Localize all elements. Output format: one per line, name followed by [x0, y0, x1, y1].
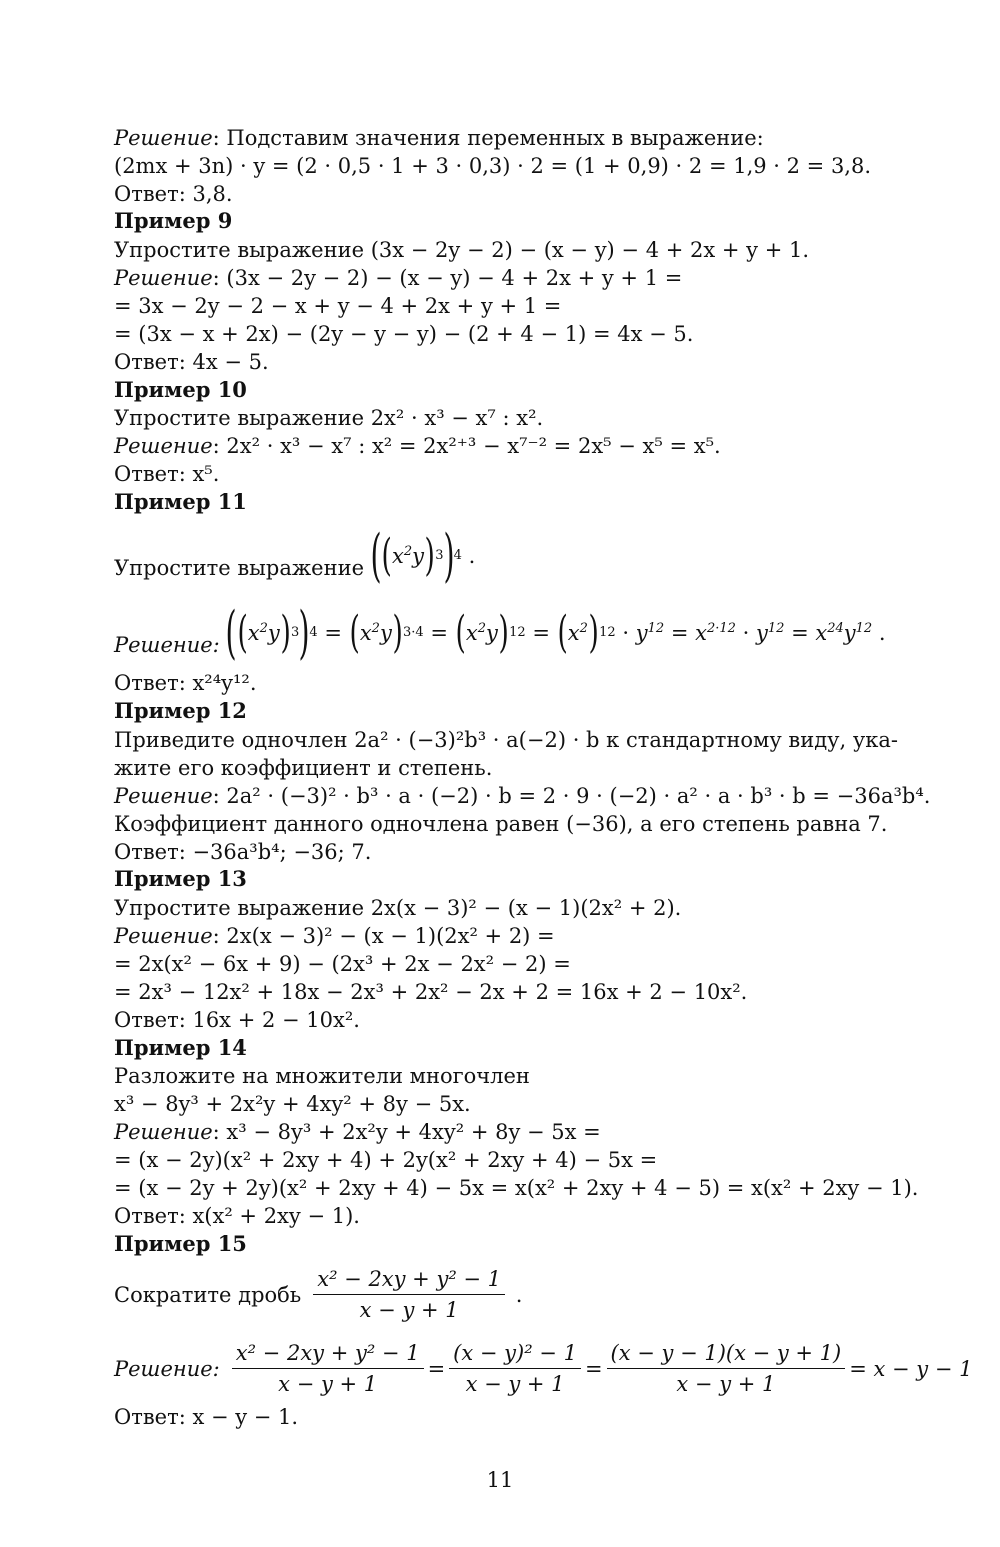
solution-label: Решение	[114, 924, 213, 948]
example-12-solution	[114, 782, 930, 810]
example-10-solution	[114, 432, 721, 460]
example-15-task: Сократите дробь $\frac{\text{x² − 2xy + y² − 1}}{x - y + 1}$ .	[114, 1267, 523, 1322]
example-14-answer: Ответ: x(x² + 2xy − 1).	[114, 1204, 360, 1228]
task-text: Сократите дробь	[114, 1282, 302, 1307]
example-10-task: Упростите выражение 2x² · x³ − x⁷ : x².	[114, 406, 544, 430]
fraction-numerator: x² − 2xy + y² − 1	[232, 1340, 424, 1369]
example-14-solution-2: = (x − 2y)(x² + 2xy + 4) + 2y(x² + 2xy + 4) − 5x =	[114, 1148, 658, 1172]
example-9-answer: Ответ: 4x − 5.	[114, 350, 269, 374]
solution-label: Решение	[114, 266, 213, 290]
example-9-solution-1	[114, 264, 682, 292]
task-text: Упростите выражение	[114, 556, 365, 580]
solution-text: : x³ − 8y³ + 2x²y + 4xy² + 8y − 5x =	[212, 1120, 601, 1144]
page-number: 11	[486, 1468, 514, 1492]
example-10-answer: Ответ: x⁵.	[114, 462, 220, 486]
fraction-denominator: x − y + 1	[465, 1372, 565, 1396]
example-10-title: Пример 10	[114, 377, 247, 402]
solution-formula: (2mx + 3n) · y = (2 · 0,5 · 1 + 3 · 0,3) · 2 = (1 + 0,9) · 2 = 1,9 · 2 = 3,8.	[114, 154, 872, 178]
example-12-title: Пример 12	[114, 698, 247, 723]
solution-label: Решение	[114, 1120, 213, 1144]
example-11-solution-expression: ( ( $x^2y$ ) 3 ) 4 = ( $x^2y$ ) 3·4 = ( $x^2y$ ) 12 = ( $x^2$ ) 12 · $y^{12}$ = $x^{2\cdot 12}$ · $y^{12}$ = $x^{24}y^{12}$ .	[225, 600, 886, 666]
example-14-title: Пример 14	[114, 1035, 247, 1060]
example-11-expression: ( ( $x^2y$ ) 3 ) 4 .	[370, 523, 476, 589]
example-11-answer: Ответ: x²⁴y¹².	[114, 671, 257, 695]
example-15-title: Пример 15	[114, 1231, 247, 1256]
example-15-solution: Решение: $\frac{\text{x² − 2xy + y² − 1}}{x - y + 1}$ = $\frac{\text{(x − y)² − 1}}{x - y + 1}$ = $\frac{(x - y - 1)(x - y + 1)}{x - y + 1}$ = x − y − 1	[114, 1341, 973, 1396]
solution-label: Решение	[114, 784, 213, 808]
example-11-task	[114, 523, 476, 593]
example-15-answer: Ответ: x − y − 1.	[114, 1405, 299, 1429]
example-9-title: Пример 9	[114, 208, 233, 233]
solution-text: : 2a² · (−3)² · b³ · a · (−2) · b = 2 · 9 · (−2) · a² · a · b³ · b = −36a³b⁴.	[212, 784, 931, 808]
solution-text: : 2x(x − 3)² − (x − 1)(2x² + 2) =	[212, 924, 555, 948]
solution-text: : (3x − 2y − 2) − (x − y) − 4 + 2x + y + 1 =	[212, 266, 683, 290]
example-12-answer: Ответ: −36a³b⁴; −36; 7.	[114, 840, 372, 864]
example-13-solution-1	[114, 922, 555, 950]
solution-fraction-3	[607, 1340, 846, 1397]
solution-text: : 2x² · x³ − x⁷ : x² = 2x²⁺³ − x⁷⁻² = 2x⁵ − x⁵ = x⁵.	[212, 434, 721, 458]
example-9-task: Упростите выражение (3x − 2y − 2) − (x − y) − 4 + 2x + y + 1.	[114, 238, 809, 262]
solution-label: Решение:	[114, 1356, 220, 1381]
example-12-coefficient: Коэффициент данного одночлена равен (−36), а его степень равна 7.	[114, 812, 888, 836]
solution-result: = x − y − 1	[849, 1356, 973, 1381]
example-13-solution-2: = 2x(x² − 6x + 9) − (2x³ + 2x − 2x² − 2) =	[114, 952, 571, 976]
example-12-task-1: Приведите одночлен 2a² · (−3)²b³ · a(−2) · b к стандартному виду, ука-	[114, 728, 898, 752]
example-12-task-2: жите его коэффициент и степень.	[114, 756, 493, 780]
example-14-task-2: x³ − 8y³ + 2x²y + 4xy² + 8y − 5x.	[114, 1092, 471, 1116]
solution-label: Решение:	[114, 633, 220, 657]
solution-line	[114, 124, 764, 152]
fraction-denominator: x − y + 1	[278, 1372, 378, 1396]
fraction-denominator: x − y + 1	[676, 1372, 776, 1396]
example-13-title: Пример 13	[114, 866, 247, 891]
example-11-solution	[114, 600, 886, 672]
answer-line: Ответ: 3,8.	[114, 182, 233, 206]
solution-text: : Подставим значения переменных в выражение:	[212, 126, 764, 150]
example-13-task: Упростите выражение 2x(x − 3)² − (x − 1)(2x² + 2).	[114, 896, 682, 920]
fraction-numerator: (x − y − 1)(x − y + 1)	[607, 1340, 846, 1369]
solution-fraction-1	[232, 1340, 424, 1397]
fraction-numerator: (x − y)² − 1	[449, 1340, 581, 1369]
solution-label: Решение	[114, 126, 213, 150]
example-9-solution-3: = (3x − x + 2x) − (2y − y − y) − (2 + 4 − 1) = 4x − 5.	[114, 322, 694, 346]
example-9-solution-2: = 3x − 2y − 2 − x + y − 4 + 2x + y + 1 =	[114, 294, 562, 318]
example-11-title: Пример 11	[114, 489, 247, 514]
example-14-solution-1	[114, 1118, 601, 1146]
solution-fraction-2	[449, 1340, 581, 1397]
solution-label: Решение	[114, 434, 213, 458]
example-13-answer: Ответ: 16x + 2 − 10x².	[114, 1008, 360, 1032]
example-14-solution-3: = (x − 2y + 2y)(x² + 2xy + 4) − 5x = x(x² + 2xy + 4 − 5) = x(x² + 2xy − 1).	[114, 1176, 919, 1200]
fraction-numerator: x² − 2xy + y² − 1	[313, 1266, 505, 1295]
task-fraction	[313, 1266, 505, 1323]
example-13-solution-3: = 2x³ − 12x² + 18x − 2x³ + 2x² − 2x + 2 = 16x + 2 − 10x².	[114, 980, 748, 1004]
example-14-task-1: Разложите на множители многочлен	[114, 1064, 530, 1088]
fraction-denominator: x − y + 1	[359, 1298, 459, 1322]
